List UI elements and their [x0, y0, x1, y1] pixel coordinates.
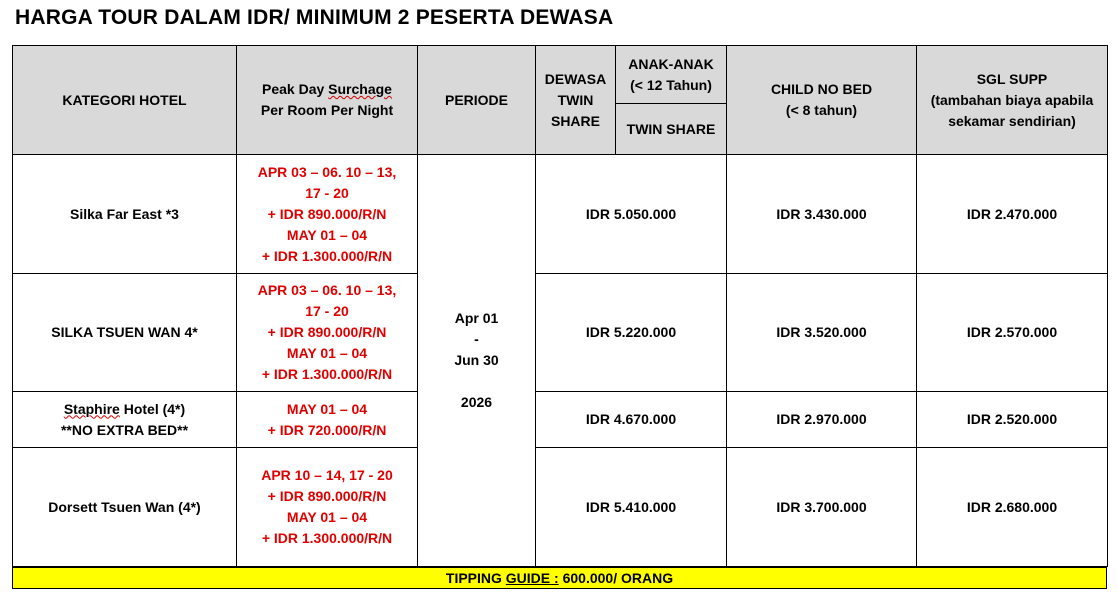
- sgl-supp-price: IDR 2.680.000: [917, 448, 1108, 567]
- surcharge-line: MAY 01 – 04: [286, 400, 368, 417]
- header-child-line2: (< 12 Tahun): [630, 76, 712, 93]
- surcharge-cell: [237, 448, 418, 567]
- surcharge-line: APR 03 – 06. 10 – 13,: [257, 282, 397, 298]
- header-sgl-line1: SGL SUPP: [976, 70, 1048, 87]
- surcharge-line: MAY 01 – 04: [286, 345, 368, 361]
- header-surcharge-line1: Peak Day Surchage: [262, 81, 392, 97]
- tipping-guide-footer: [12, 567, 1107, 589]
- surcharge-line: + IDR 720.000/R/N: [267, 421, 387, 438]
- period-start: Apr 01: [454, 310, 499, 326]
- surcharge-line: APR 10 – 14, 17 - 20: [261, 467, 393, 483]
- table-row: [13, 448, 1108, 567]
- surcharge-line: APR 03 – 06. 10 – 13,: [257, 163, 397, 180]
- period-dash: -: [474, 331, 479, 347]
- surcharge-line: 17 - 20: [305, 184, 349, 201]
- child-no-bed-price: IDR 3.430.000: [727, 155, 917, 274]
- hotel-name-cell: [13, 155, 237, 274]
- footer-colon: :: [550, 570, 559, 586]
- twin-share-price: IDR 5.050.000: [536, 155, 727, 274]
- header-adult-line2: TWIN: [557, 91, 594, 108]
- header-sgl-supp: [917, 46, 1108, 155]
- sgl-supp-price: IDR 2.520.000: [917, 392, 1108, 448]
- header-child: [616, 46, 727, 104]
- child-no-bed-price: IDR 3.700.000: [727, 448, 917, 567]
- header-child-no-bed-line1: CHILD NO BED: [770, 81, 873, 97]
- twin-share-price: IDR 4.670.000: [536, 392, 727, 448]
- twin-share-price: IDR 5.410.000: [536, 448, 727, 567]
- header-period: PERIODE: [418, 46, 536, 155]
- header-row-1: [13, 46, 1108, 104]
- header-adult-line1: DEWASA: [544, 70, 607, 87]
- surcharge-line: MAY 01 – 04: [286, 226, 368, 243]
- surcharge-cell: [237, 155, 418, 274]
- table-row: [13, 274, 1108, 392]
- page-title: HARGA TOUR DALAM IDR/ MINIMUM 2 PESERTA DEWASA: [15, 6, 614, 29]
- header-sgl-line3: sekamar sendirian): [948, 112, 1076, 129]
- child-no-bed-price: IDR 2.970.000: [727, 392, 917, 448]
- hotel-name: SILKA TSUEN WAN 4*: [51, 324, 198, 340]
- surcharge-line: + IDR 890.000/R/N: [267, 205, 387, 222]
- header-child-no-bed-line2: (< 8 tahun): [785, 102, 858, 118]
- sgl-supp-price: IDR 2.570.000: [917, 274, 1108, 392]
- hotel-name-cell: [13, 392, 237, 448]
- period-year: 2026: [460, 394, 493, 410]
- header-surcharge-line2: Per Room Per Night: [260, 102, 394, 118]
- surcharge-line: + IDR 1.300.000/R/N: [261, 247, 393, 264]
- surcharge-line: 17 - 20: [305, 303, 349, 319]
- surcharge-line: + IDR 890.000/R/N: [267, 324, 387, 340]
- surcharge-line: + IDR 1.300.000/R/N: [261, 366, 393, 382]
- surcharge-line: + IDR 890.000/R/N: [267, 488, 387, 504]
- footer-rest: 600.000/ ORANG: [558, 570, 674, 586]
- table-row: [13, 155, 1108, 274]
- hotel-note: **NO EXTRA BED**: [60, 421, 189, 438]
- header-adult-twin-share: [536, 46, 616, 155]
- header-sgl-line2: (tambahan biaya apabila: [930, 91, 1094, 108]
- twin-share-price: IDR 5.220.000: [536, 274, 727, 392]
- sgl-supp-price: IDR 2.470.000: [917, 155, 1108, 274]
- hotel-name: Silka Far East *3: [70, 205, 179, 222]
- table-row: [13, 392, 1108, 448]
- price-table: [12, 45, 1108, 567]
- surcharge-line: MAY 01 – 04: [286, 509, 368, 525]
- surcharge-cell: [237, 274, 418, 392]
- header-surcharge: [237, 46, 418, 155]
- footer-guide: GUIDE: [505, 570, 551, 586]
- period-end: Jun 30: [454, 352, 499, 368]
- hotel-name: [17, 399, 232, 420]
- footer-prefix: TIPPING: [445, 570, 506, 586]
- header-adult-line3: SHARE: [550, 112, 600, 129]
- hotel-name-cell: [13, 274, 237, 392]
- hotel-name: Dorsett Tsuen Wan (4*): [48, 498, 201, 515]
- period-cell: [418, 155, 536, 567]
- child-no-bed-price: IDR 3.520.000: [727, 274, 917, 392]
- header-hotel-category: KATEGORI HOTEL: [13, 46, 237, 155]
- hotel-name-cell: [13, 448, 237, 567]
- header-child-line1: ANAK-ANAK: [628, 55, 714, 72]
- header-child-no-bed: [727, 46, 917, 155]
- header-child-twin-share: TWIN SHARE: [616, 104, 727, 155]
- surcharge-line: + IDR 1.300.000/R/N: [261, 530, 393, 546]
- hotel-name-text: Staphire Hotel (4*): [63, 400, 186, 417]
- surcharge-cell: [237, 392, 418, 448]
